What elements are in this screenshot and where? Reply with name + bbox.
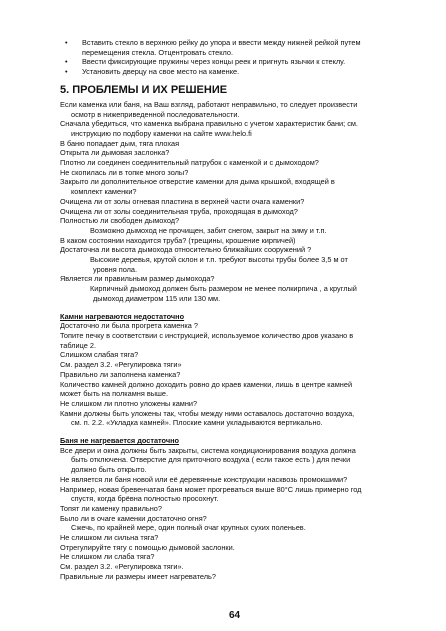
- bullet-text-line: перемещения стекла. Отцентровать стекло.: [82, 47, 234, 57]
- text-line: см. п. 2.2. «Укладка камней». Плоские камни укладываются вертикально.: [71, 418, 323, 428]
- text-line: дымоход диаметром 115 или 130 мм.: [93, 293, 221, 303]
- page-body: [60, 38, 412, 582]
- text-line: Открыта ли дымовая заслонка?: [60, 148, 170, 158]
- text-line: См. раздел 3.2. «Регулировка тяги».: [60, 562, 184, 572]
- heading-sauna-not-heating: Баня не нагревается достаточно: [60, 436, 180, 446]
- section-title: 5. ПРОБЛЕМЫ И ИХ РЕШЕНИЕ: [60, 83, 228, 96]
- text-line: Сначала убедиться, что каменка выбрана правильно с учетом характеристик бани; см.: [60, 119, 358, 129]
- text-line: спустя, когда брёвна полностью просохнут.: [71, 494, 219, 504]
- text-line: Полностью ли свободен дымоход?: [60, 216, 180, 226]
- text-line: Не слишком ли плотно уложены камни?: [60, 398, 198, 408]
- text-line: Не слишком ли слаба тяга?: [60, 552, 155, 562]
- text-line: См. раздел 3.2. «Регулировка тяги»: [60, 360, 182, 370]
- bullet-list: [60, 38, 412, 77]
- text-line: Топят ли каменку правильно?: [60, 503, 162, 513]
- text-line: Возможно дымоход не прочищен, забит снегом, закрыт на зиму и т.п.: [90, 225, 327, 235]
- text-line: комплект каменки?: [71, 187, 137, 197]
- text-line: В баню попадает дым, тяга плохая: [60, 138, 180, 148]
- bullet-text-line: Установить дверцу на свое место на каменке.: [82, 67, 240, 77]
- bullet-item: [60, 57, 412, 67]
- text-line: осмотр в нижеприведенной последовательности.: [71, 109, 240, 119]
- text-line: Количество камней должно доходить ровно до краев каменки, лишь в центре камней: [60, 379, 353, 389]
- text-line: Очищена ли от золы соединительная труба, проходящая в дымоход?: [60, 206, 298, 216]
- text-line: может быть на полкамня выше.: [60, 389, 169, 399]
- text-line: Сжечь, по крайней мере, один полный очаг крупных сухих поленьев.: [71, 523, 306, 533]
- text-line: должно быть открыто.: [71, 465, 147, 475]
- bullet-marker: •: [65, 67, 68, 77]
- text-line: Закрыто ли дополнительное отверстие каменки для дыма крышкой, входящей в: [60, 177, 335, 187]
- section-sauna-not-heating: [60, 446, 412, 582]
- text-line: Не скопилась ли в топке много золы?: [60, 167, 189, 177]
- text-line: Слишком слабая тяга?: [60, 350, 139, 360]
- text-line: Высокие деревья, крутой склон и т.п. требуют высоты трубы более 3,5 м от: [90, 255, 348, 265]
- text-line: Если каменка или баня, на Ваш взгляд, работают неправильно, то следует произвести: [60, 99, 358, 109]
- text-line: быть отключена. Отверстие для приточного воздуха ( если такое есть ) для печки: [71, 455, 351, 465]
- section-stones-not-heating: [60, 321, 412, 428]
- text-line: Не слишком ли сильна тяга?: [60, 533, 159, 543]
- text-line: Например, новая бревенчатая баня может прогреваться выше 80°С лишь примерно год: [60, 484, 362, 494]
- text-line: В каком состоянии находится труба? (трещины, крошение кирпичей): [60, 235, 296, 245]
- bullet-marker: •: [65, 57, 68, 67]
- heading-stones-not-heating: Камни нагреваются недостаточно: [60, 311, 185, 321]
- text-line: Плотно ли соединен соединительный патрубок с каменкой и с дымоходом?: [60, 158, 319, 168]
- bullet-item: [60, 67, 412, 77]
- text-line: уровня пола.: [93, 264, 138, 274]
- text-line: Топите печку в соответствии с инструкцией, используемое количество дров указано в: [60, 330, 354, 340]
- text-line: Камни должны быть уложены так, чтобы между ними оставалось достаточно воздуха,: [60, 408, 355, 418]
- text-line: инструкцию по подбору каменки на сайте www.helo.fi: [71, 128, 252, 138]
- text-line: Очищена ли от золы огневая пластина в верхней части очага каменки?: [60, 196, 305, 206]
- text-line: Было ли в очаге каменки достаточно огня?: [60, 513, 207, 523]
- page-number: 64: [229, 610, 241, 621]
- bullet-text-line: Ввести фиксирующие пружины через концы реек и пригнуть язычки к стеклу.: [82, 57, 346, 67]
- text-line: Правильно ли заполнена каменка?: [60, 369, 181, 379]
- section-problems-smoke: [60, 100, 412, 304]
- text-line: Правильные ли размеры имеет нагреватель?: [60, 571, 216, 581]
- text-line: Является ли правильным размер дымохода?: [60, 274, 215, 284]
- bullet-marker: •: [65, 38, 68, 47]
- bullet-item: [60, 38, 412, 57]
- text-line: Достаточна ли высота дымохода относительно ближайших сооружений ?: [60, 245, 312, 255]
- text-line: Кирпичный дымоход должен быть размером не менее полкирпича , а круглый: [90, 284, 357, 294]
- text-line: Достаточно ли была прогрета каменка ?: [60, 321, 198, 331]
- text-line: таблице 2.: [60, 340, 97, 350]
- text-line: Все двери и окна должны быть закрыты, система кондиционирования воздуха должна: [60, 445, 356, 455]
- text-line: Не является ли баня новой или её деревянные конструкции насквозь промокшими?: [60, 474, 348, 484]
- bullet-text-line: Вставить стекло в верхнюю рейку до упора и ввести между нижней рейкой путем: [82, 38, 361, 47]
- text-line: Отрегулируйте тягу с помощью дымовой заслонки.: [60, 542, 235, 552]
